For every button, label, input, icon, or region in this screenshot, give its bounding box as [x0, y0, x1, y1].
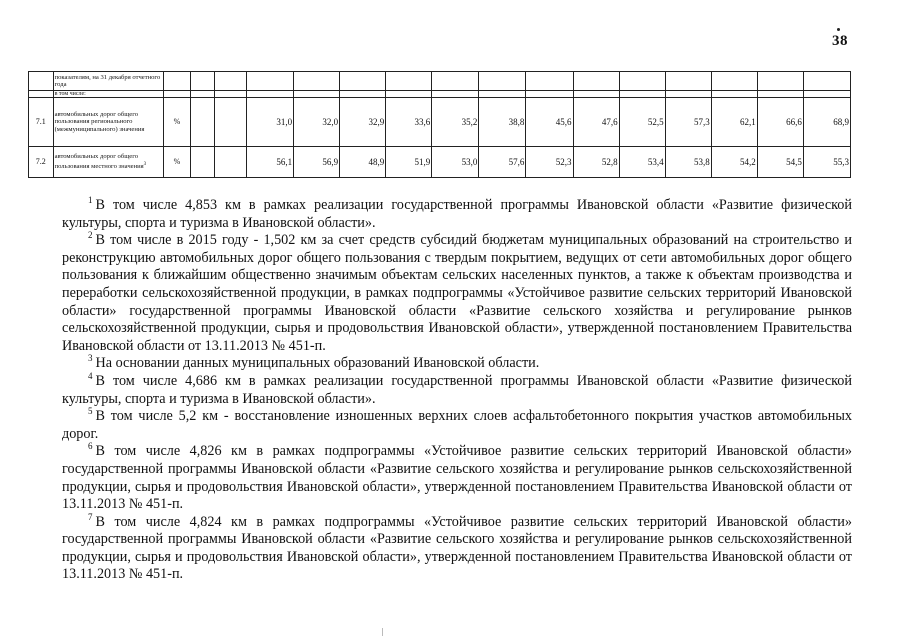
row-label-footnote-mark: 3	[143, 161, 147, 167]
value-cell: 47,6	[573, 98, 619, 147]
value-cell: 57,6	[479, 147, 526, 178]
footnote-text: В том числе 4,853 км в рамках реализации государственной программы Ивановской области «Развитие физической культуры, спорта и туризма в Ивановской области».	[62, 197, 852, 231]
table-row	[29, 147, 851, 178]
value-cell: 66,6	[757, 98, 803, 147]
value-cell: 33,6	[386, 98, 432, 147]
row-unit: %	[164, 147, 191, 178]
footnote-text: В том числе 4,686 км в рамках реализации государственной программы Ивановской области «Развитие физической культуры, спорта и туризма в Ивановской области».	[62, 372, 852, 407]
table-row-continuation	[29, 72, 851, 91]
indicators-table	[28, 71, 851, 178]
value-cell: 32,9	[340, 98, 386, 147]
subheader-label: в том числе:	[53, 91, 164, 98]
table-row-subheader	[29, 91, 851, 98]
footnote	[62, 370, 852, 408]
footnote	[62, 197, 852, 232]
footnote-text: В том числе 4,826 км в рамках подпрограммы «Устойчивое развитие сельских территорий Ивановской области» государственной программы Ивановской области «Развитие сельского хозяйства и регулирование рынков сельскохозяйственной продукции, сырья и продовольствия Ивановской области», утвержденной постановлением Правительства Ивановской области от 13.11.2013 № 451-п.	[62, 443, 852, 513]
value-cell: 31,0	[247, 98, 294, 147]
footnote	[62, 443, 852, 513]
value-cell: 32,0	[294, 98, 340, 147]
value-cell: 52,8	[573, 147, 619, 178]
value-cell: 56,1	[247, 147, 294, 178]
empty-cell	[190, 98, 215, 147]
row-label: автомобильных дорог общего пользования регионального (межмуниципального) значения	[53, 98, 164, 147]
value-cell: 53,4	[619, 147, 665, 178]
footnote-text: На основании данных муниципальных образований Ивановской области.	[95, 355, 540, 372]
value-cell: 54,5	[757, 147, 803, 178]
table-row	[29, 98, 851, 147]
empty-cell	[215, 147, 247, 178]
value-cell: 68,9	[803, 98, 850, 147]
footnote-mark: 2	[88, 230, 93, 241]
value-cell: 38,8	[479, 98, 526, 147]
scan-artifact	[382, 628, 383, 636]
footnote	[62, 408, 852, 443]
page-number: 38	[832, 33, 848, 49]
value-cell: 52,5	[619, 98, 665, 147]
footnote-mark: 7	[88, 511, 93, 522]
continuation-label: показателям, на 31 декабря отчетного года	[53, 72, 164, 91]
footnote-mark: 6	[88, 441, 93, 452]
value-cell: 54,2	[711, 147, 757, 178]
footnote	[62, 232, 852, 355]
value-cell: 62,1	[711, 98, 757, 147]
value-cell: 45,6	[526, 98, 573, 147]
value-cell: 53,8	[665, 147, 711, 178]
value-cell: 52,3	[526, 147, 573, 178]
footnote-mark: 3	[88, 353, 93, 364]
value-cell: 48,9	[340, 147, 386, 178]
row-index: 7.2	[29, 147, 54, 178]
empty-cell	[190, 147, 215, 178]
value-cell: 51,9	[386, 147, 432, 178]
footnote	[62, 511, 852, 584]
value-cell: 35,2	[432, 98, 479, 147]
footnote-text: В том числе в 2015 году - 1,502 км за счет средств субсидий бюджетам муниципальных образований на строительство и реконструкцию автомобильных дорог общего пользования с твердым покрытием, ведущих от сети автомобильных дорог общего пользования к ближайшим общественно значимым объектам сельских населенных пунктов, а также к объектам производства и переработки сельскохозяйственной продукции, в рамках подпрограммы «Устойчивое развитие сельских территорий Ивановской области» государственной программы Ивановской области «Развитие сельского хозяйства и регулирование рынков сельскохозяйственной продукции, сырья и продовольствия Ивановской области», утвержденной постановлением Правительства Ивановской области от 13.11.2013 № 451-п.	[62, 232, 852, 354]
empty-cell	[215, 98, 247, 147]
row-index: 7.1	[29, 98, 54, 147]
footnote-mark: 1	[88, 195, 93, 205]
value-cell: 55,3	[803, 147, 850, 178]
row-unit: %	[164, 98, 191, 147]
value-cell: 56,9	[294, 147, 340, 178]
footnote-text: В том числе 5,2 км - восстановление изношенных верхних слоев асфальтобетонного покрытия участков автомобильных дорог.	[62, 408, 852, 442]
value-cell: 57,3	[665, 98, 711, 147]
footnote	[62, 355, 852, 373]
footnote-text: В том числе 4,824 км в рамках подпрограммы «Устойчивое развитие сельских территорий Ивановской области» государственной программы Ивановской области «Развитие сельского хозяйства и регулирование рынков сельскохозяйственной продукции, сырья и продовольствия Ивановской области», утвержденной постановлением Правительства Ивановской области от 13.11.2013 № 451-п.	[62, 513, 852, 583]
footnotes	[62, 197, 852, 584]
footnote-mark: 5	[88, 406, 93, 417]
page-dot-mark	[837, 28, 840, 31]
footnote-mark: 4	[88, 370, 93, 381]
value-cell: 53,0	[432, 147, 479, 178]
row-label: автомобильных дорог общего пользования местного значения$^3$	[53, 147, 164, 178]
